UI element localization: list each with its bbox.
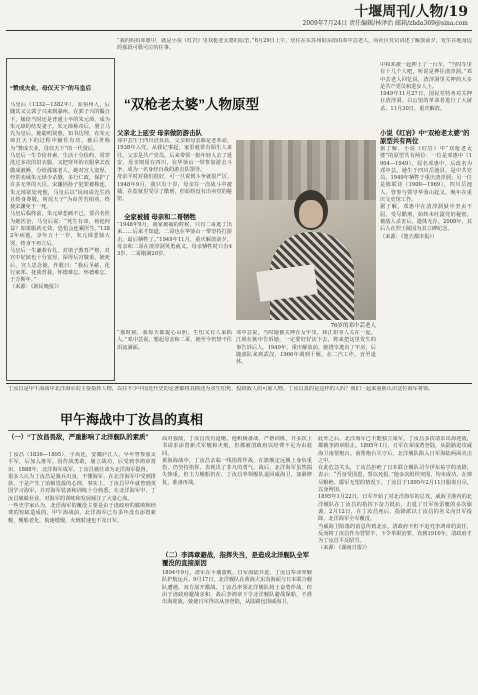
article2-column-a: 丁汝昌（1836—1895），字禹廷，安徽庐江人，早年曾参加太平军，后加入淮军，因作战勇敢，屡立战功，后受到李鸿章赏识，1888年，北洋海军成军，丁汝昌被任命为北洋海军提督。 很多人认为丁汝昌是骑兵出身，不懂海军，在北洋海军中受到排挤，于是产生了消极畏敌的心理。事实上，丁汝昌早年就曾到英国学习海军，并对海军装备和训练十分熟悉。在北洋海军中，丁汝昌兢兢业业，对海军的训练和发展倾注了大量心血。 一些史学家认为，北洋海军的覆没主要是由于清政府的腐败和经费的短缺造成的。甲午海战前，北洋海军已有多年没有添置新舰，舰船老化，航速缓慢，火炮射速也不及日军。 <box>8 452 156 524</box>
article2-rule <box>8 430 470 431</box>
feature-body-2: “1948年9月，我家被捕的时候，只有二哥逃了出来……后来才知道，二哥也在华蓥山一带坚持打游击，最后牺牲了。”1949年11月，重庆解放前夕，母亲和二哥在渣滓洞英勇就义。母亲牺牲时只有43岁，二哥刚满20岁。 <box>117 222 232 258</box>
article2-subheading-2: （二）李鸿章避战，指挥失当，是造成北洋舰队全军覆没的直接原因 <box>162 552 309 567</box>
dateline: 2009年7月24日 责任编辑/林泽治 邮箱/zhda369@sina.com <box>302 20 468 27</box>
article2-headline: 甲午海战中丁汝昌的真相 <box>60 412 204 427</box>
feature-body-1: 邓中芸生于四川涪县县。父亲和母亲都是老革命，1938年入党，从我记事起，家里就常有陌生人来往。父亲是共产党员，后来带领一批年轻人去了延安，母亲则留在四川，在华蓥山一带参加游击斗争，成为一名身经百战的游击队领导。 母亲平时对我们很好，可一旦说到斗争就很严厉。1948年9月，我只有十岁，母亲在一次战斗中被捕，在监狱里受尽了酷刑，但始终没有出卖党的秘密。 <box>117 138 232 203</box>
photo-caption: 76岁的邓中芸老人 <box>330 323 376 329</box>
feature-subheading-1: 父亲北上延安 母亲做防游击队 <box>117 130 202 137</box>
feature-right-subheading: 小说《红岩》中“双枪老太婆”的原型共有两位 <box>380 130 470 145</box>
feature-right-body: 据了解，小说《红岩》中“双枪老太婆”的原型共有两位：一位是邓惠中（1904—1949），原名邓惠中，后改名为邓中芸。她生于四川岳池县，是中共党员，1949年牺牲于重庆渣滓洞；另一位是陈联诗（1900—1969），四川岳池人，曾参与领导华蓥山起义，晚年在重庆文史馆工作。 据了解，邓惠中在渣滓洞狱中坚贞不屈，受尽酷刑，始终未吐露党的秘密，被敌人杀害后，遗体无存。2008年，其后人在烈士陵园为其立碑纪念。 （来源：《楚天都市报》） <box>380 146 472 240</box>
left-column-heading: “赞成夫业，母仪天下”的马皇后 <box>10 86 92 92</box>
page-header <box>0 0 478 28</box>
feature-intro: “我的妈妈邓愈中，就是小说《红岩》里双枪老太婆的原型。”6月29日上午，居住在东苏州阳东街的邓中芸老人，向社区党员讲述了解放前夕，发生在地身边的那段可歌可泣的往事。 <box>117 38 472 52</box>
article2-column-b2: 1894年9月，清军在平壤溃败，日军海陆并进，丁汝昌奉命率舰队护航运兵。9月17日，北洋舰队在黄海大东沟海面与日本联合舰队遭遇，双方展开激战。丁汝昌率领北洋舰队将士奋勇作战，但由于清政府避战求和，战后李鸿章下令北洋舰队避战保船，不准出海迎敌，致使日军得以从容登陆，从陆路包围威海卫。 <box>162 570 312 606</box>
section-divider <box>6 383 472 384</box>
feature-body-3: 邓中芸说，当时她被关押在女牢里，和江姐等人关在一起。江姐在狱中告诉她，一定要好好活下去，将来把这里发生的事告诉后人。1949年，重庆解放前，她侥幸逃出了牢房，后随部队来到武汉，1966年调到十堰，在二汽工作，直至退休。 <box>236 330 376 366</box>
feature-subheading-2: 全家被捕 母亲和二哥牺牲 <box>124 214 197 221</box>
header-rule <box>6 30 472 31</box>
article2-column-c: 此外之后，北洋海军已不能独立成军，丁汝昌多次请求出海迎敌，都被李鸿章阻止。1895年1月，日军在荣成湾登陆，从陆路进攻威海卫南帮炮台。南帮炮台失守后，北洋舰队陷入日军海陆两面夹击之中。 在此危急关头，丁汝昌拒绝了日本联合舰队司令伊东祐亨的劝降，表示：“吾身受国恩，誓以死报。”他多次组织突围，均未成功。在弹尽粮绝、援军无望的情况下，丁汝昌于1895年2月11日服毒自尽，以身殉国。 1895年1月22日，日军开始了对北洋海军的总攻。威海卫港内的北洋舰队在丁汝昌的指挥下奋力抵抗，击退了日军鱼雷艇的多次偷袭。2月12日，在丁汝昌死后，投降派以丁汝昌的名义向日军投降，北洋海军全军覆没。 当威海卫陷落的消息传到北京，清政府不但不追究李鸿章的责任，反而将丁汝昌作为替罪羊，下令革职治罪。直到1910年，清政府才为丁汝昌平反昭雪。 （来源：《湖南日报》） <box>318 436 472 552</box>
feature-right-top: 中和邓被一起押上了一台车。“当时车里有十几个人吧，听说是押往渣滓洞。”邓中芸老人回忆说，渣滓洞里关押的大多是共产党员和进步人士。 1949年11月27日，国民党特务对关押在渣滓洞、白公馆的革命者进行了大屠杀。11月30日，重庆解放。 <box>380 62 472 112</box>
masthead-brand: 十堰周刊/人物/19 <box>354 4 468 20</box>
feature-headline: “双枪老太婆”人物原型 <box>124 97 259 112</box>
left-column-body: 马皇后（1332—1382年），原宿州人，后随其义父郭子兴来到濠州。在郭子兴的撮合下，嫁给当时还是普通士卒的朱元璋，成为朱元璋的结发妻子。朱元璋称帝后，册立马氏为皇后。她聪明贤惠，知书达理，在朱元璋打天下的过程中辅佐有功，被后世称为“赞成夫业，母仪天下”的一代贤后。 马皇后一生节俭朴素，生活十分俭约，常穿洗过多次的旧衣服，又把穿坏的衣服拿去改做成被褥，分给孤寡老人。她对宫人宽厚，经常劝诫朱元璋少杀戮，多行仁政，保护了许多无辜的大臣。宋濂因孙子犯罪被株连，朱元璋欲处死他，马皇后以“民间请先生尚且终身尊敬，何况天子”为由苦苦相劝，终使宋濂免于一死。 马皇后临终前，朱元璋悲痛不已，要召名医为她医治，马皇后说：“死生有命，祷祀何益？如果服药无效，恐怕会连累医生。”1382年病逝，享年五十一岁，朱元璋悲恸大哭，终身不再立后。 马皇后一生谦恭有礼，对诸子教育严格，对宫中妃嫔也十分宽厚，深得后宫敬重。她死后，宫人思念她，作歌曰：“我后圣慈，化行家邦。抚我育我，怀德难忘。怀德难忘，于万斯年。” （来源：《新民晚报》） <box>10 102 110 291</box>
article2-intro: 丁汝昌是甲午海战中北洋海军的主要指挥人物，以往不少中国近代史的论著都将其描述为贪生怕死、投降敌人的可耻人物。丁汝昌真的是这样的人吗？我们一起来重新认识这位海军将领。 <box>8 386 434 392</box>
feature-body-4: “那时候，我每天都提心吊胆，生怕又有人来抓人。”邓中芸说，想起母亲和二哥，她至今仍禁不住泪流满面。 <box>117 330 232 351</box>
article2-column-b: 面对强敌，丁汝昌没有退缩，他积极备战，严格训练，并多次上书请求添置新式军舰和火炮，但都被清政府以经费不足为由驳回。 黄海海战中，丁汝昌亲临一线指挥作战，在旗舰定远舰上身负重伤，仍坚持指挥，表现出了非凡的勇气。战后，北洋海军虽然损失惨重，但主力舰船仍在，丁汝昌率领舰队退回威海卫，加紧修复，准备再战。 <box>162 436 312 486</box>
article2-subheading-1: （一）“丁汝昌畏敌，严重影响了北洋舰队的素质” <box>8 434 149 441</box>
portrait-photo <box>236 140 376 320</box>
